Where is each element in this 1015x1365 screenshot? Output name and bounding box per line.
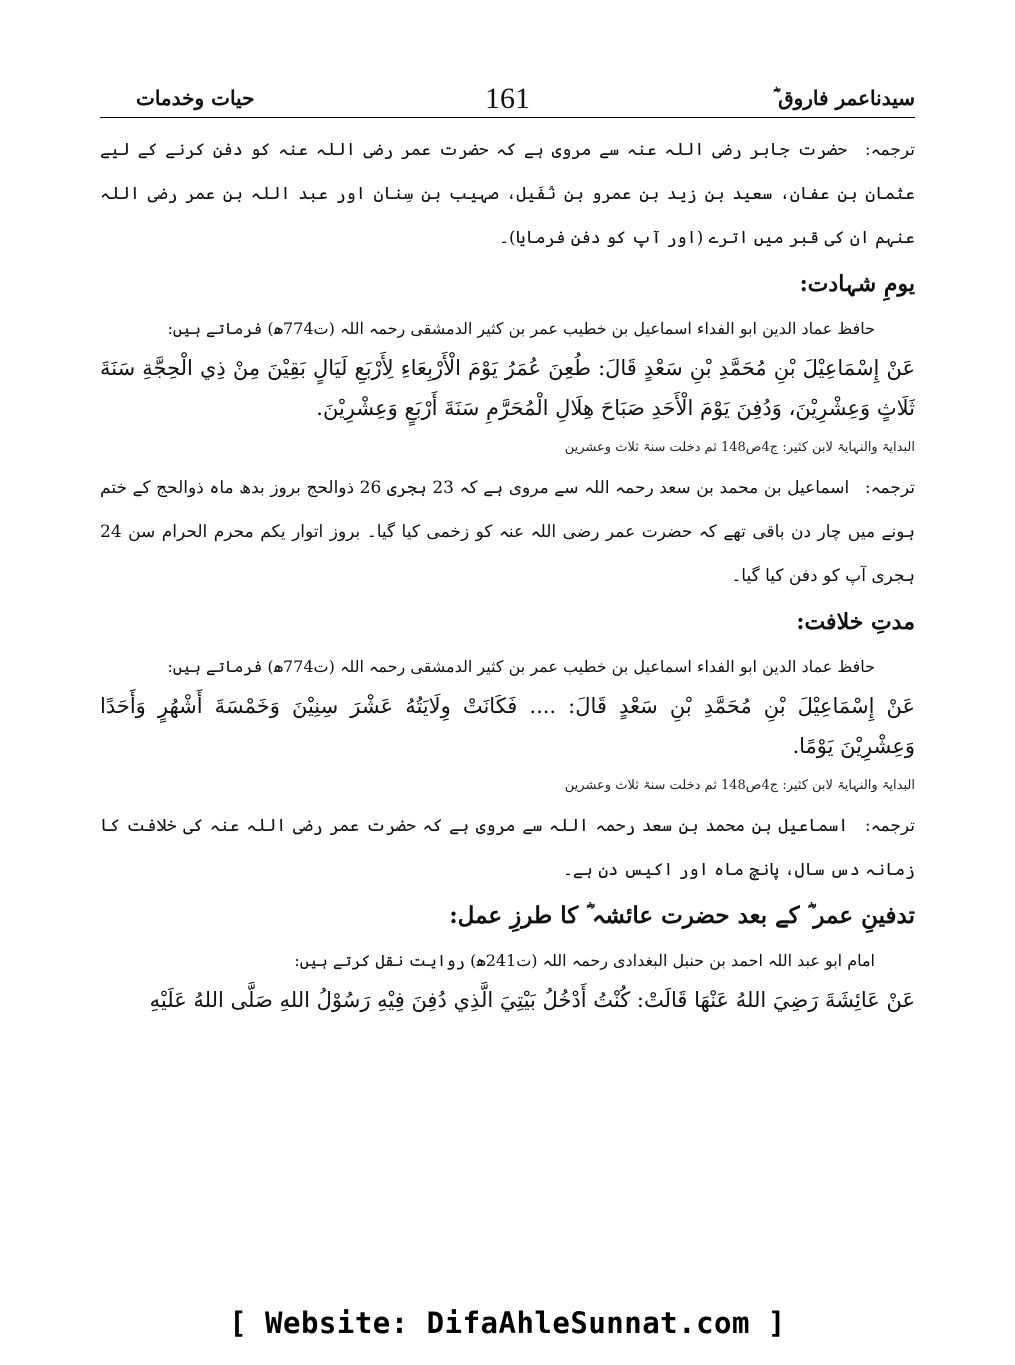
heading-caliphate-duration: مدتِ خلافت: <box>796 609 915 635</box>
website-footer: [ Website: DifaAhleSunnat.com ] <box>229 1306 786 1340</box>
translation-label: ترجمہ: <box>864 816 915 836</box>
arabic-narration: عَنْ إِسْمَاعِيْلَ بْنِ مُحَمَّدِ بْنِ سَعْدٍ قَالَ: .... فَكَانَتْ وِلَايَتُهُ عَشْرَ سِنِيْنَ وَخَمْسَةَ أَشْهُرٍ وَأَحَدًا وَعِشْرِيْنَ يَوْمًا. <box>100 694 915 758</box>
translation-paragraph-1 <box>100 128 915 260</box>
translation-label: ترجمہ: <box>864 140 915 160</box>
heading-day-of-martyrdom: یومِ شہادت: <box>799 271 915 297</box>
header-divider <box>100 117 915 118</box>
narrator-intro: حافظ عماد الدین ابو الفداء اسماعیل بن خطیب عمر بن کثیر الدمشقی رحمہ اللہ (ت774ھ) فرماتے ہیں: <box>167 319 875 338</box>
page-number: 161 <box>485 82 530 115</box>
translation-text: حضرت جابر رضی اللہ عنہ سے مروی ہے کہ حضرت عمر رضی اللہ عنہ کو دفن کرنے کے لیے عثمان بن عفان، سعید بن زید بن عمرو بن نُفَیل، صہیب بن سِنان اور عبد اللہ بن عمر رضی اللہ عنہم ان کی قبر میں اترے (اور آپ کو دفن فرمایا)۔ <box>100 140 915 248</box>
translation-text: اسماعیل بن محمد بن سعد رحمہ اللہ سے مروی ہے کہ حضرت عمر رضی اللہ عنہ کی خلافت کا زمانہ دس سال، پانچ ماہ اور اکیس دن ہے۔ <box>100 816 915 880</box>
translation-label: ترجمہ: <box>864 478 915 498</box>
reference-citation: البدایۃ والنہایۃ لابن کثیر: ج4ص148 ثم دخلت سنۃ ثلاث وعشرین <box>564 778 915 793</box>
heading-aisha-conduct: تدفینِ عمر ؓ کے بعد حضرت عائشہ ؓ کا طرزِ عمل: <box>449 902 915 929</box>
arabic-narration: عَنْ عَائِشَةَ رَضِيَ اللهُ عَنْهَا قَالَتْ: كُنْتُ أَدْخُلُ بَيْتِيَ الَّذِي دُفِنَ فِيْهِ رَسُوْلُ اللهِ صَلَّى اللهُ عَلَيْهِ <box>149 988 915 1012</box>
section-title: حیات وخدمات <box>136 86 255 110</box>
narrator-intro: امام ابو عبد اللہ احمد بن حنبل البغدادی رحمہ اللہ (ت241ھ) روایت نقل کرتے ہیں: <box>294 951 875 970</box>
reference-citation: البدایۃ والنہایۃ لابن کثیر: ج4ص148 ثم دخلت سنۃ ثلاث وعشرین <box>564 440 915 455</box>
translation-paragraph-3 <box>100 804 915 892</box>
arabic-narration: عَنْ إِسْمَاعِيْلَ بْنِ مُحَمَّدِ بْنِ سَعْدٍ قَالَ: طُعِنَ عُمَرُ يَوْمَ الْأَرْبِعَاءِ لِأَرْبَعِ لَيَالٍ بَقِيْنَ مِنْ ذِي الْحِجَّةِ سَنَةَ ثَلَاثٍ وَعِشْرِيْنَ، وَدُفِنَ يَوْمَ الْأَحَدِ صَبَاحَ هِلَالِ الْمُحَرَّمِ سَنَةَ أَرْبَعٍ وَعِشْرِيْنَ. <box>100 356 915 420</box>
page-header <box>100 82 915 118</box>
narrator-intro: حافظ عماد الدین ابو الفداء اسماعیل بن خطیب عمر بن کثیر الدمشقی رحمہ اللہ (ت774ھ) فرماتے ہیں: <box>167 657 875 676</box>
translation-paragraph-2 <box>100 466 915 598</box>
page-body <box>100 128 915 1022</box>
book-title: سیدناعمر فاروق ؓ <box>773 86 915 110</box>
translation-text: اسماعیل بن محمد بن سعد رحمہ اللہ سے مروی ہے کہ 23 ہجری 26 ذوالحج بروز بدھ ماہ ذوالحج کے ختم ہونے میں چار دن باقی تھے کہ حضرت عمر رضی اللہ عنہ کو زخمی کیا گیا۔ بروز اتوار یکم محرم الحرام سن 24 ہجری آپ کو دفن کیا گیا۔ <box>100 478 915 586</box>
